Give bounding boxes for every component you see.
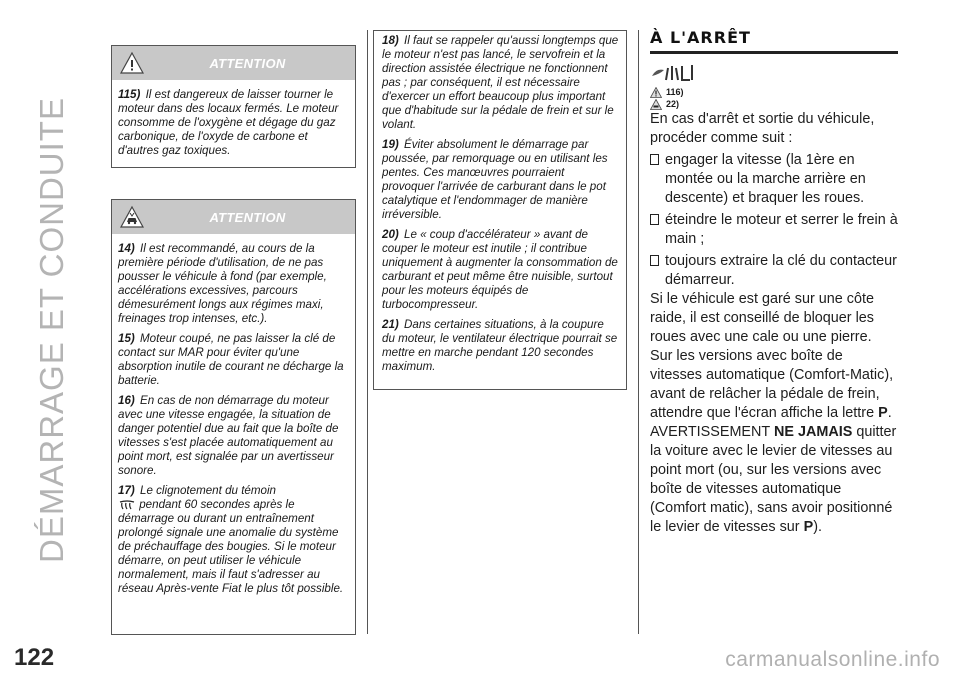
warning-title: ATTENTION [209,55,286,71]
note-20: 20) Le « coup d'accélérateur » avant de couper le moteur est inutile ; il contribue uniquement à augmenter la consommation de carburant et peut même être nuisible, surtout pour les moteurs équipés de turbocompresseur. [382,228,618,311]
bullet-item: éteindre le moteur et serrer le frein à main ; [650,211,898,249]
sidebar-section-title: DÉMARRAGE ET CONDUITE [33,97,70,563]
warning-title: ATTENTION [209,209,286,225]
column-divider [367,30,368,634]
warning-body [112,234,355,605]
checkbox-bullet-icon [650,214,659,225]
note-19: 19) Éviter absolument le démarrage par poussée, par remorquage ou en utilisant les pentes. Ces manœuvres pourraient provoquer l'arrivée de carburant dans le pot catalytique et l'endommager de manière irréversible. [382,138,608,221]
section-icons [650,62,898,86]
car-damage-icon [120,205,144,229]
glow-plug-icon [118,500,136,510]
reference-list [650,86,898,110]
reference-warning: 116) [650,86,898,98]
warning-box-exhaust [111,45,356,168]
reference-caution: 22) [650,98,898,110]
note-14: 14) Il est recommandé, au cours de la première période d'utilisation, de ne pas pousser le véhicule à fond (par exemple, accélérations excessives, parcours démesurément longs aux régimes maxi, freinages trop intenses, etc.). [118,242,327,325]
note-17: 17) Le clignotement du témoin pendant 60 secondes après le démarrage ou durant un entraînement prolongé signale une anomalie du système de préchauffage des bougies. Si le moteur démarre, on peut utiliser le véhicule normalement, mais il faut s'adresser au réseau Après-vente Fiat le plus tôt possible. [118,484,344,595]
note-16: 16) En cas de non démarrage du moteur avec une vitesse engagée, la situation de danger potentiel due au fait que la boîte de vitesses s'est placée automatiquement au point mort, est signalée par un avertisseur sonore. [118,394,339,477]
notes-box-continued [373,30,627,390]
watermark: carmanualsonline.info [725,648,940,671]
note-115: 115) Il est dangereux de laisser tourner le moteur dans des locaux fermés. Le moteur consomme de l'oxygène et dégage du gaz carbonique, de l'oxyde de carbone et d'autres gaz toxiques. [118,88,339,157]
checkbox-bullet-icon [650,255,659,266]
parking-section [650,28,898,537]
warning-paragraph: AVERTISSEMENT NE JAMAIS quitter la voiture avec le levier de vitesses au point mort (ou, sur les versions avec boîte de vitesses automatique (Comfort matic), sans avoir positionné le levier de vitesses sur P). [650,424,897,535]
column-divider [638,30,639,634]
bullet-item: engager la vitesse (la 1ère en montée ou la marche arrière en descente) et braquer les roues. [650,151,898,208]
warning-header [112,46,355,80]
warning-triangle-icon [120,51,144,75]
bullet-item: toujours extraire la clé du contacteur démarreur. [650,252,898,290]
eco-driving-icon [650,62,696,84]
checkbox-bullet-icon [650,154,659,165]
intro-text: En cas d'arrêt et sortie du véhicule, procéder comme suit : [650,111,875,146]
warning-box-vehicle [111,199,356,635]
automatic-paragraph: Sur les versions avec boîte de vitesses automatique (Comfort-Matic), avant de relâcher la pédale de frein, attendre que l'écran affiche la lettre P. [650,348,894,421]
note-21: 21) Dans certaines situations, à la coupure du moteur, le ventilateur électrique pourrait se mettre en marche pendant 120 secondes maximum. [382,318,618,373]
section-title: À L'ARRÊT [650,28,898,54]
note-18: 18) Il faut se rappeler qu'aussi longtemps que le moteur n'est pas lancé, le servofrein et la direction assistée électrique ne fonctionnent pas ; par conséquent, il est nécessaire d'exercer un effort beaucoup plus important que d'habitude sur la pédale de frein et sur le volant. [382,34,619,131]
car-damage-icon [650,99,662,110]
warning-triangle-icon [650,87,662,98]
slope-paragraph: Si le véhicule est garé sur une côte raide, il est conseillé de bloquer les roues avec une cale ou une pierre. [650,291,874,345]
note-15: 15) Moteur coupé, ne pas laisser la clé de contact sur MAR pour éviter qu'une absorption inutile de courant ne décharge la batterie. [118,332,344,387]
warning-body [112,80,355,167]
warning-header [112,200,355,234]
page-number: 122 [14,644,55,671]
